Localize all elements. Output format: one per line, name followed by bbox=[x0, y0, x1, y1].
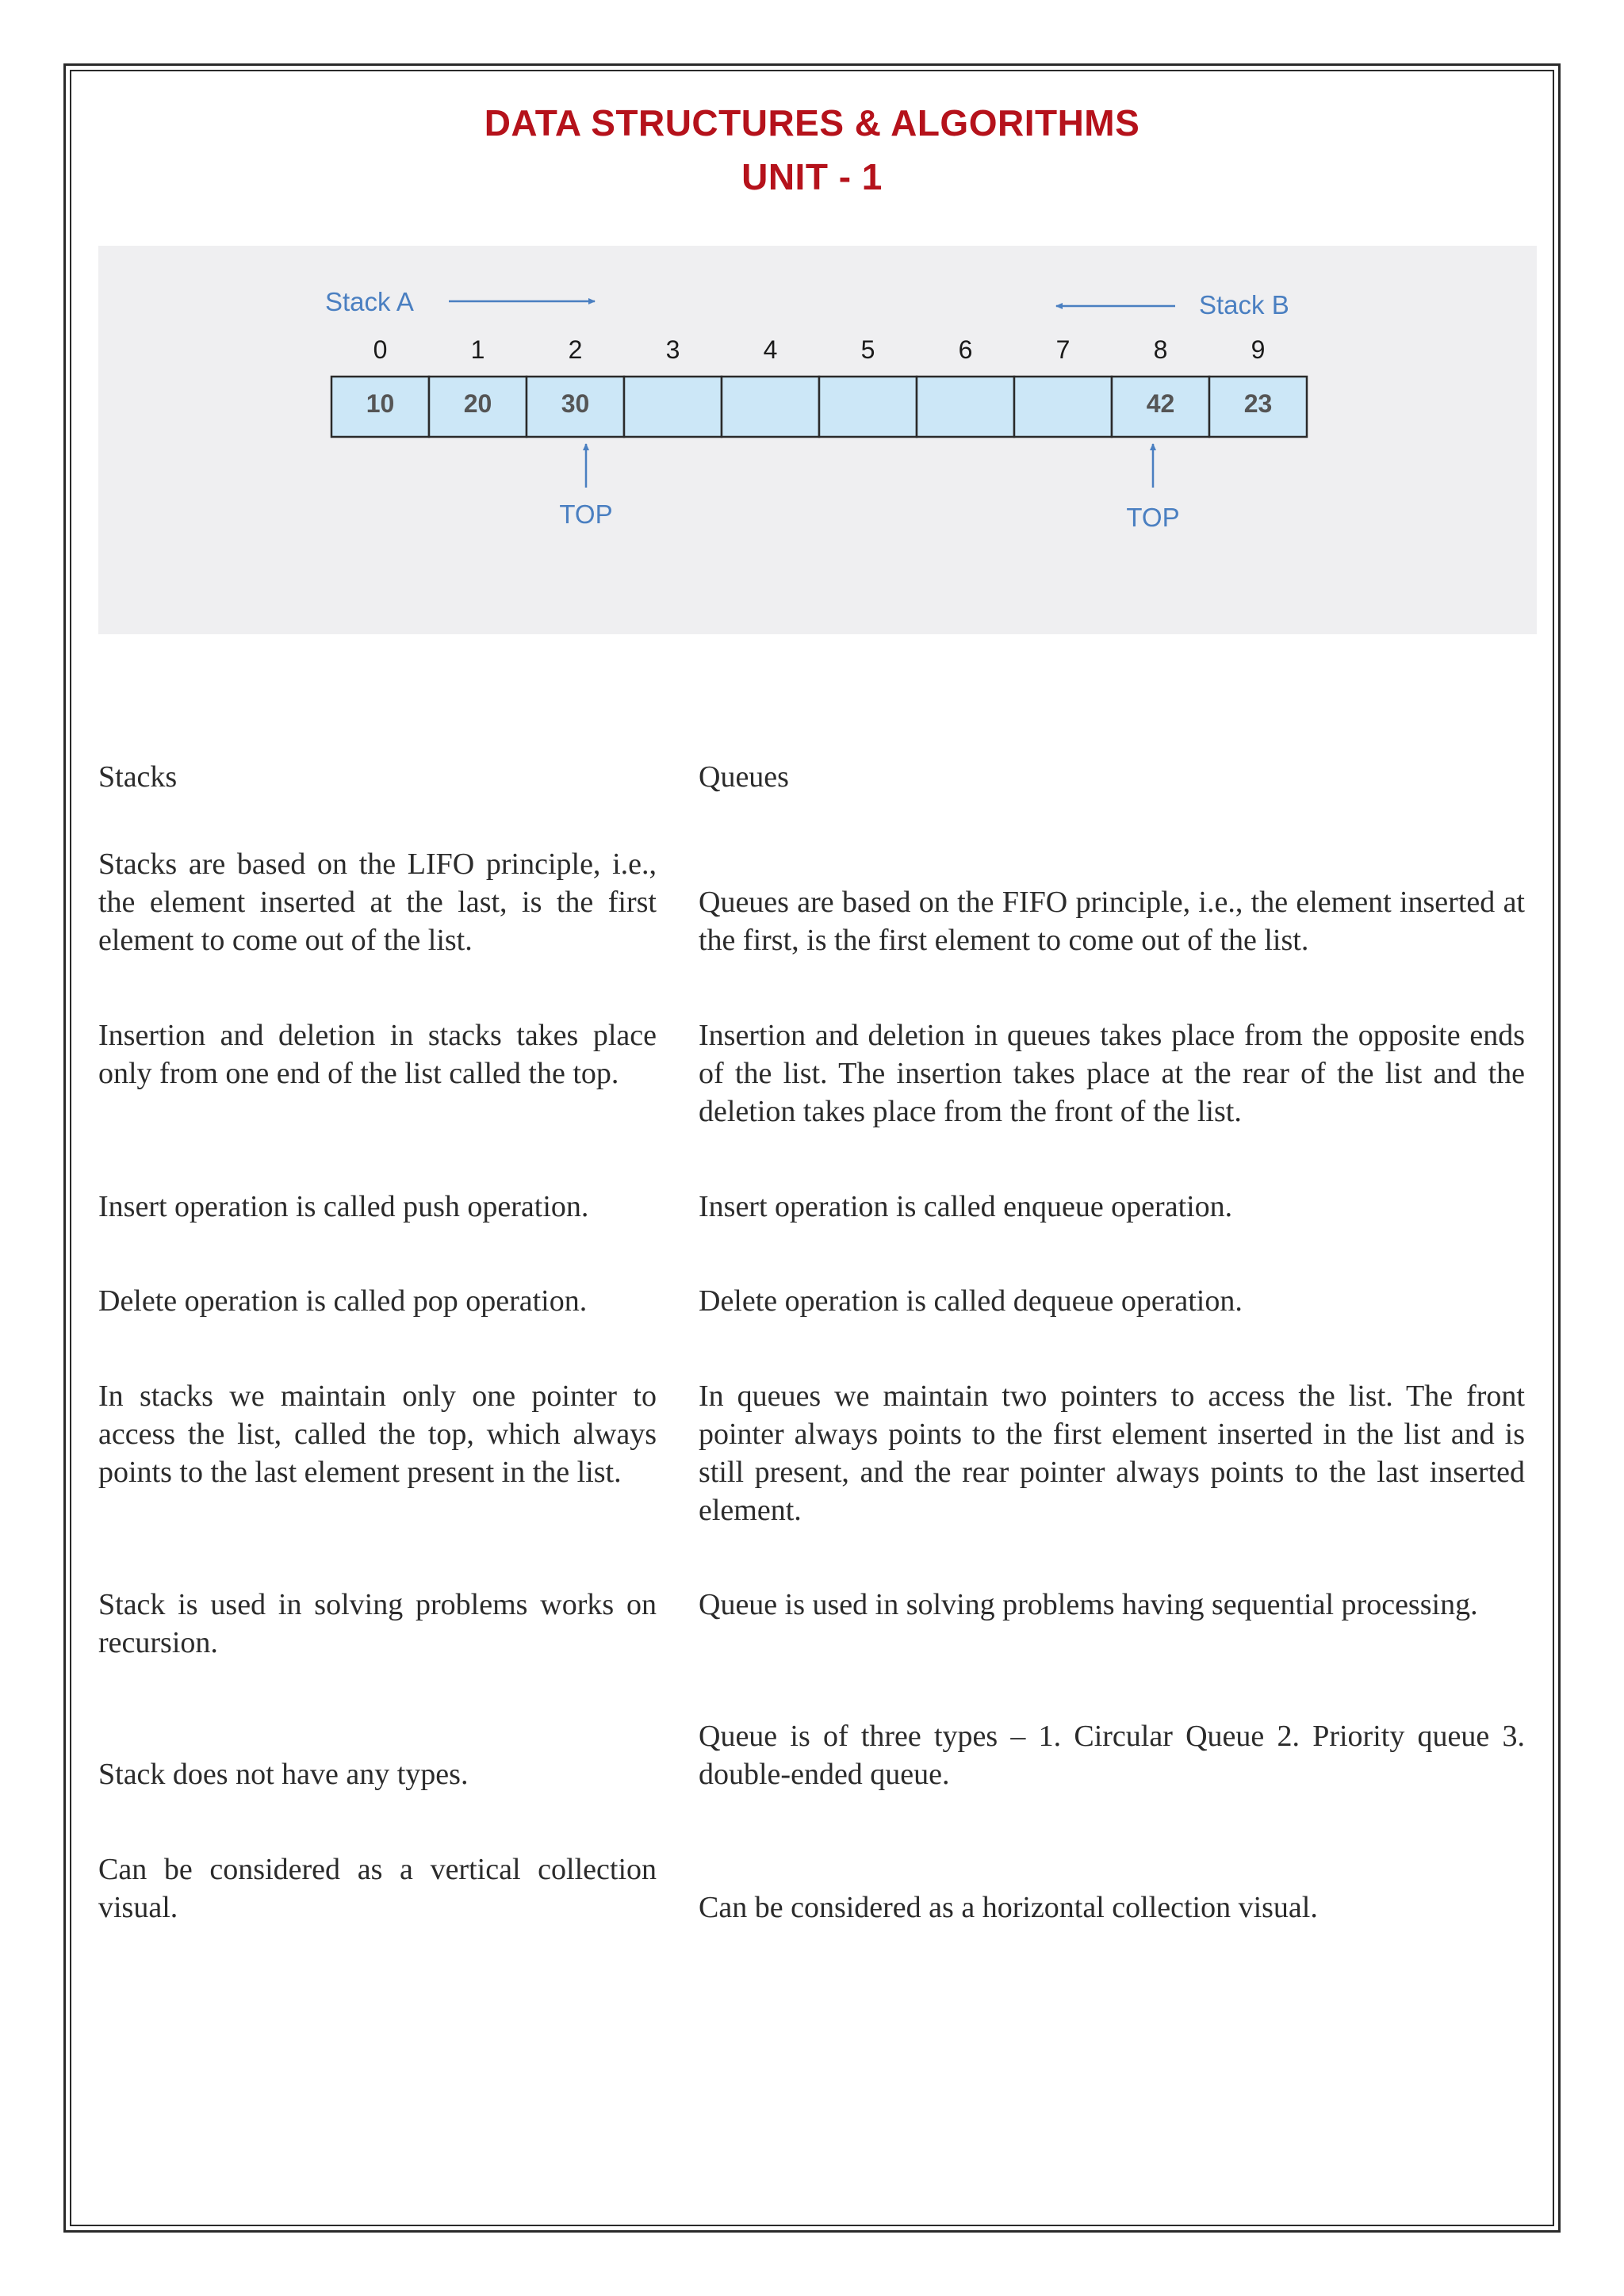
stacks-point-pop: Delete operation is called pop operation. bbox=[98, 1284, 588, 1318]
array-cell-value-1: 20 bbox=[463, 389, 492, 418]
stacks-point-recursion: Stack is used in solving problems works on recursion. bbox=[98, 1588, 657, 1659]
queues-point-sequential: Queue is used in solving problems having sequential processing. bbox=[699, 1588, 1478, 1621]
stack-b-label: Stack B bbox=[1199, 290, 1289, 320]
array-index-8: 8 bbox=[1153, 335, 1168, 364]
queues-point-horizontal: Can be considered as a horizontal collection visual. bbox=[699, 1891, 1318, 1924]
queues-point-dequeue: Delete operation is called dequeue operation. bbox=[699, 1284, 1243, 1318]
stacks-point-pointer: In stacks we maintain only one pointer to access the list, called the top, which always points to the last element present in the list. bbox=[98, 1380, 657, 1489]
array-cell-3 bbox=[624, 377, 722, 437]
queues-point-types: Queue is of three types – 1. Circular Queue 2. Priority queue 3. double-ended queue. bbox=[699, 1720, 1525, 1791]
array-cell-value-2: 30 bbox=[561, 389, 590, 418]
queues-point-insertion-deletion: Insertion and deletion in queues takes place from the opposite ends of the list. The insertion takes place at the rear of the list and the deletion takes place from the front of the list. bbox=[699, 1019, 1525, 1128]
stacks-point-push: Insert operation is called push operation. bbox=[98, 1190, 589, 1223]
stacks-point-lifo: Stacks are based on the LIFO principle, i.e., the element inserted at the last, is the first element to come out of the list. bbox=[98, 848, 657, 957]
top-pointer-b-label: TOP bbox=[1126, 503, 1180, 532]
queues-heading: Queues bbox=[699, 760, 789, 794]
array-cell-5 bbox=[819, 377, 917, 437]
array-cell-6 bbox=[917, 377, 1014, 437]
two-stack-diagram bbox=[98, 246, 1537, 634]
stacks-point-insertion-deletion: Insertion and deletion in stacks takes place only from one end of the list called the top. bbox=[98, 1019, 657, 1090]
array-cell-value-8: 42 bbox=[1146, 389, 1175, 418]
stacks-heading: Stacks bbox=[98, 760, 178, 794]
queues-point-pointers: In queues we maintain two pointers to access the list. The front pointer always points to the first element inserted in the list and is still present, and the rear pointer always points to the last inserted element. bbox=[699, 1380, 1525, 1527]
stack-a-label: Stack A bbox=[325, 287, 414, 316]
array-index-4: 4 bbox=[763, 335, 778, 364]
top-pointer-a-label: TOP bbox=[559, 499, 613, 529]
array-cell-4 bbox=[722, 377, 819, 437]
array-index-7: 7 bbox=[1055, 335, 1071, 364]
queues-point-fifo: Queues are based on the FIFO principle, i.e., the element inserted at the first, is the first element to come out of the list. bbox=[699, 886, 1525, 957]
array-cell-7 bbox=[1014, 377, 1112, 437]
two-stack-array-figure bbox=[98, 246, 1537, 634]
array-cells bbox=[331, 335, 1307, 437]
queues-point-enqueue: Insert operation is called enqueue operation. bbox=[699, 1190, 1233, 1223]
array-index-0: 0 bbox=[373, 335, 388, 364]
stacks-point-vertical: Can be considered as a vertical collection visual. bbox=[98, 1853, 657, 1924]
array-index-6: 6 bbox=[958, 335, 973, 364]
array-index-2: 2 bbox=[568, 335, 583, 364]
stacks-point-types: Stack does not have any types. bbox=[98, 1758, 469, 1791]
array-index-5: 5 bbox=[860, 335, 875, 364]
array-index-9: 9 bbox=[1251, 335, 1266, 364]
page-subtitle: UNIT - 1 bbox=[741, 156, 883, 197]
array-index-3: 3 bbox=[665, 335, 680, 364]
page-title: DATA STRUCTURES & ALGORITHMS bbox=[484, 102, 1140, 144]
array-index-1: 1 bbox=[470, 335, 485, 364]
array-cell-value-0: 10 bbox=[366, 389, 395, 418]
array-cell-value-9: 23 bbox=[1243, 389, 1273, 418]
